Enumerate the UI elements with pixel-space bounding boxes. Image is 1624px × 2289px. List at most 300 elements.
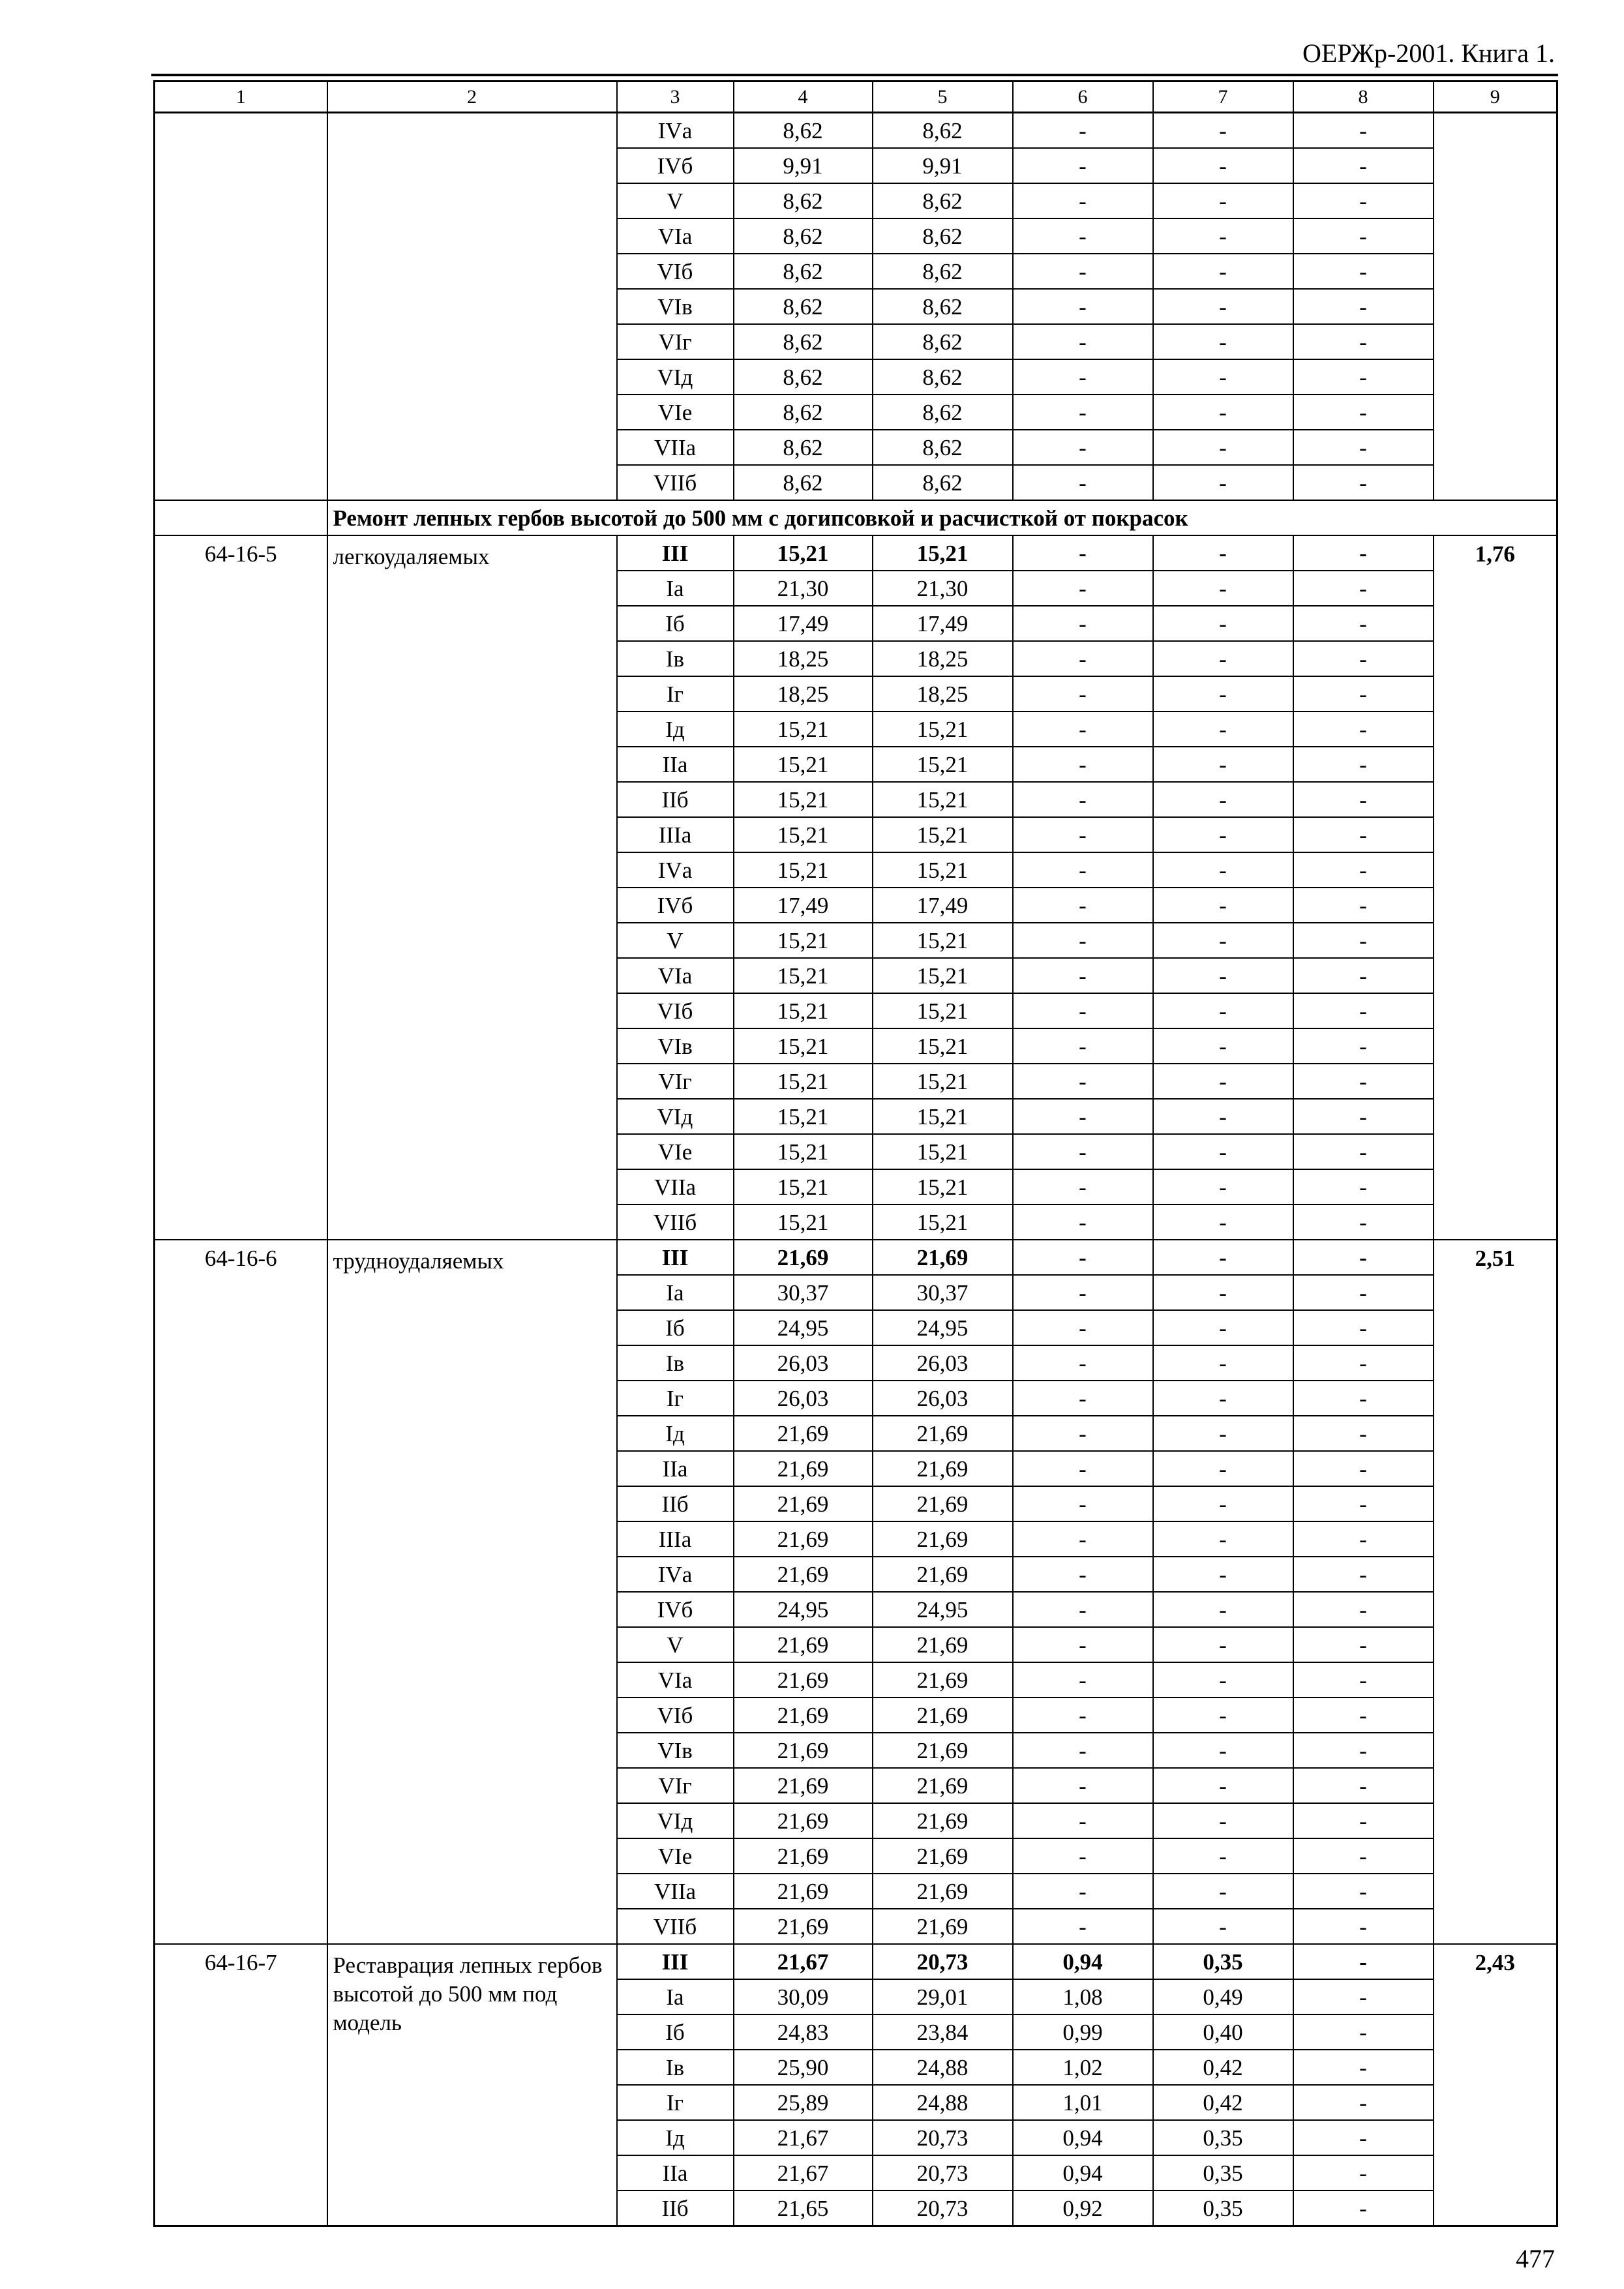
cost-machines: - (1013, 1592, 1153, 1627)
cost-materials: - (1293, 993, 1434, 1028)
cost-machines: - (1013, 218, 1153, 254)
cost-machines: - (1013, 1240, 1153, 1275)
cost-wages: 21,69 (873, 1486, 1013, 1521)
cost-machinist-wages: 0,42 (1153, 2085, 1293, 2120)
cost-materials: - (1293, 2155, 1434, 2191)
cost-wages: 20,73 (873, 2155, 1013, 2191)
cost-materials: - (1293, 1662, 1434, 1698)
cost-machines: - (1013, 324, 1153, 359)
norm-description: легкоудаляемых (327, 535, 617, 1240)
resource-class: Iв (617, 2050, 734, 2085)
cost-machines: - (1013, 1803, 1153, 1838)
cost-wages: 15,21 (873, 747, 1013, 782)
cost-wages: 15,21 (873, 852, 1013, 888)
cost-wages: 15,21 (873, 1064, 1013, 1099)
cost-total: 21,69 (734, 1240, 873, 1275)
cost-total: 21,69 (734, 1909, 873, 1944)
section-code-cell (155, 500, 327, 535)
cost-materials: - (1293, 113, 1434, 149)
cost-wages: 8,62 (873, 113, 1013, 149)
page-number: 477 (1516, 2244, 1555, 2273)
resource-class: VIд (617, 1099, 734, 1134)
cost-machinist-wages: - (1153, 852, 1293, 888)
resource-class: Iа (617, 1979, 734, 2014)
resource-class: Iг (617, 1381, 734, 1416)
cost-machines: - (1013, 359, 1153, 395)
cost-machines: - (1013, 1381, 1153, 1416)
cost-wages: 29,01 (873, 1979, 1013, 2014)
cost-materials: - (1293, 359, 1434, 395)
cost-machines: - (1013, 1099, 1153, 1134)
cost-materials: - (1293, 747, 1434, 782)
labor-cost: 2,51 (1434, 1240, 1557, 1944)
cost-machinist-wages: - (1153, 1275, 1293, 1310)
resource-class: VIIа (617, 1874, 734, 1909)
cost-wages: 15,21 (873, 1134, 1013, 1169)
cost-total: 30,09 (734, 1979, 873, 2014)
cost-machinist-wages: - (1153, 1592, 1293, 1627)
resource-class: IIа (617, 2155, 734, 2191)
cost-wages: 8,62 (873, 359, 1013, 395)
cost-wages: 21,69 (873, 1521, 1013, 1557)
cost-materials: - (1293, 1874, 1434, 1909)
cost-machines: - (1013, 1310, 1153, 1345)
norm-code: 64-16-7 (155, 1944, 327, 2226)
cost-wages: 8,62 (873, 324, 1013, 359)
resource-class: IIа (617, 747, 734, 782)
cost-wages: 21,69 (873, 1662, 1013, 1698)
resource-class: VIд (617, 359, 734, 395)
cost-machinist-wages: - (1153, 395, 1293, 430)
cost-total: 21,69 (734, 1698, 873, 1733)
cost-machinist-wages: - (1153, 958, 1293, 993)
cost-total: 21,67 (734, 1944, 873, 1979)
resource-class: VIв (617, 1028, 734, 1064)
resource-class: IVа (617, 113, 734, 149)
resource-class: IIб (617, 2191, 734, 2226)
cost-machinist-wages: - (1153, 359, 1293, 395)
cost-machinist-wages: - (1153, 1099, 1293, 1134)
cost-materials: - (1293, 148, 1434, 183)
cost-total: 8,62 (734, 289, 873, 324)
resource-class: VIе (617, 1134, 734, 1169)
resource-class: III (617, 535, 734, 571)
cost-machines: 1,08 (1013, 1979, 1153, 2014)
cost-machinist-wages: - (1153, 711, 1293, 747)
column-number: 3 (617, 82, 734, 113)
cost-wages: 17,49 (873, 606, 1013, 641)
cost-wages: 21,69 (873, 1838, 1013, 1874)
resource-class: VIг (617, 1064, 734, 1099)
cost-materials: - (1293, 2050, 1434, 2085)
cost-total: 15,21 (734, 782, 873, 817)
cost-machinist-wages: - (1153, 1874, 1293, 1909)
cost-machines: - (1013, 747, 1153, 782)
cost-materials: - (1293, 817, 1434, 852)
cost-wages: 21,69 (873, 1557, 1013, 1592)
resource-class: VIе (617, 1838, 734, 1874)
cost-total: 8,62 (734, 113, 873, 149)
cost-machinist-wages: - (1153, 430, 1293, 465)
cost-total: 21,69 (734, 1768, 873, 1803)
cost-machinist-wages: 0,35 (1153, 2155, 1293, 2191)
cost-machinist-wages: - (1153, 782, 1293, 817)
cost-materials: - (1293, 1169, 1434, 1204)
cost-machinist-wages: - (1153, 606, 1293, 641)
cost-wages: 21,69 (873, 1698, 1013, 1733)
cost-wages: 23,84 (873, 2014, 1013, 2050)
cost-machinist-wages: - (1153, 1416, 1293, 1451)
cost-total: 15,21 (734, 1099, 873, 1134)
labor-cost (1434, 113, 1557, 501)
cost-total: 15,21 (734, 923, 873, 958)
cost-total: 15,21 (734, 993, 873, 1028)
resource-class: VIIб (617, 1909, 734, 1944)
header-rule (151, 74, 1558, 76)
resource-class: VIг (617, 324, 734, 359)
cost-machines: - (1013, 711, 1153, 747)
resource-class: VIб (617, 1698, 734, 1733)
cost-machines: 0,94 (1013, 2155, 1153, 2191)
cost-machines: - (1013, 1204, 1153, 1240)
cost-machinist-wages: - (1153, 1345, 1293, 1381)
cost-wages: 21,69 (873, 1416, 1013, 1451)
cost-machinist-wages: - (1153, 1627, 1293, 1662)
cost-machinist-wages: - (1153, 1909, 1293, 1944)
labor-cost: 1,76 (1434, 535, 1557, 1240)
cost-machines: - (1013, 641, 1153, 676)
cost-machinist-wages: - (1153, 183, 1293, 218)
column-number: 1 (155, 82, 327, 113)
resource-class: IVб (617, 1592, 734, 1627)
table-row (155, 535, 1557, 571)
resource-class: VIе (617, 395, 734, 430)
norm-code: 64-16-5 (155, 535, 327, 1240)
resource-class: VIа (617, 218, 734, 254)
cost-materials: - (1293, 218, 1434, 254)
cost-machines: - (1013, 1275, 1153, 1310)
cost-machines: - (1013, 1627, 1153, 1662)
column-number: 8 (1293, 82, 1434, 113)
cost-wages: 8,62 (873, 465, 1013, 500)
cost-machines: - (1013, 1486, 1153, 1521)
cost-materials: - (1293, 1944, 1434, 1979)
resource-class: Iа (617, 1275, 734, 1310)
labor-cost: 2,43 (1434, 1944, 1557, 2226)
cost-total: 21,67 (734, 2120, 873, 2155)
cost-materials: - (1293, 888, 1434, 923)
cost-materials: - (1293, 1381, 1434, 1416)
cost-materials: - (1293, 289, 1434, 324)
resource-class: IIIа (617, 1521, 734, 1557)
cost-wages: 15,21 (873, 1204, 1013, 1240)
cost-machinist-wages: - (1153, 641, 1293, 676)
cost-wages: 15,21 (873, 1099, 1013, 1134)
cost-total: 21,69 (734, 1874, 873, 1909)
resource-class: VIв (617, 1733, 734, 1768)
resource-class: Iг (617, 2085, 734, 2120)
resource-class: IIIа (617, 817, 734, 852)
cost-machines: - (1013, 395, 1153, 430)
cost-machines: - (1013, 465, 1153, 500)
cost-machines: - (1013, 993, 1153, 1028)
cost-machines: - (1013, 148, 1153, 183)
cost-total: 8,62 (734, 359, 873, 395)
cost-total: 24,95 (734, 1310, 873, 1345)
cost-machinist-wages: - (1153, 1768, 1293, 1803)
cost-machinist-wages: 0,40 (1153, 2014, 1293, 2050)
cost-total: 21,69 (734, 1486, 873, 1521)
cost-machines: - (1013, 1662, 1153, 1698)
norm-description: Реставрация лепных гербов высотой до 500 мм под модель (327, 1944, 617, 2226)
document-header: ОЕРЖр-2001. Книга 1. (1302, 38, 1555, 68)
resource-class: Iв (617, 641, 734, 676)
cost-machines: 1,01 (1013, 2085, 1153, 2120)
resource-class: Iд (617, 1416, 734, 1451)
cost-total: 8,62 (734, 183, 873, 218)
cost-wages: 18,25 (873, 676, 1013, 711)
cost-materials: - (1293, 430, 1434, 465)
cost-machines: - (1013, 923, 1153, 958)
cost-machinist-wages: - (1153, 1803, 1293, 1838)
cost-machinist-wages: - (1153, 1028, 1293, 1064)
resource-class: Iб (617, 1310, 734, 1345)
cost-total: 18,25 (734, 641, 873, 676)
cost-total: 24,95 (734, 1592, 873, 1627)
cost-total: 18,25 (734, 676, 873, 711)
cost-machines: - (1013, 113, 1153, 149)
cost-machinist-wages: - (1153, 1662, 1293, 1698)
cost-wages: 15,21 (873, 1169, 1013, 1204)
resource-class: VIIб (617, 1204, 734, 1240)
cost-machinist-wages: - (1153, 254, 1293, 289)
cost-machinist-wages: - (1153, 465, 1293, 500)
cost-machinist-wages: 0,49 (1153, 1979, 1293, 2014)
cost-total: 8,62 (734, 395, 873, 430)
cost-machines: - (1013, 289, 1153, 324)
cost-machines: - (1013, 1169, 1153, 1204)
cost-machinist-wages: - (1153, 1134, 1293, 1169)
cost-machinist-wages: 0,42 (1153, 2050, 1293, 2085)
section-title: Ремонт лепных гербов высотой до 500 мм с догипсовкой и расчисткой от покрасок (327, 500, 1557, 535)
cost-materials: - (1293, 1486, 1434, 1521)
cost-wages: 21,69 (873, 1874, 1013, 1909)
cost-machinist-wages: - (1153, 1838, 1293, 1874)
cost-wages: 15,21 (873, 993, 1013, 1028)
cost-total: 17,49 (734, 606, 873, 641)
cost-machinist-wages: - (1153, 1733, 1293, 1768)
cost-machinist-wages: - (1153, 1521, 1293, 1557)
cost-machines: - (1013, 254, 1153, 289)
cost-total: 21,69 (734, 1416, 873, 1451)
column-number: 7 (1153, 82, 1293, 113)
cost-total: 30,37 (734, 1275, 873, 1310)
table-row (155, 113, 1557, 149)
resource-class: IIб (617, 782, 734, 817)
cost-total: 9,91 (734, 148, 873, 183)
resource-class: VIа (617, 958, 734, 993)
cost-machines: 0,94 (1013, 2120, 1153, 2155)
cost-total: 15,21 (734, 817, 873, 852)
cost-total: 21,30 (734, 571, 873, 606)
cost-wages: 21,69 (873, 1803, 1013, 1838)
cost-total: 15,21 (734, 535, 873, 571)
cost-wages: 15,21 (873, 535, 1013, 571)
cost-machinist-wages: - (1153, 817, 1293, 852)
cost-total: 15,21 (734, 711, 873, 747)
cost-materials: - (1293, 1909, 1434, 1944)
cost-materials: - (1293, 1099, 1434, 1134)
cost-total: 15,21 (734, 1134, 873, 1169)
cost-machines: - (1013, 1134, 1153, 1169)
cost-machines: 1,02 (1013, 2050, 1153, 2085)
cost-machinist-wages: - (1153, 535, 1293, 571)
cost-machines: - (1013, 852, 1153, 888)
resource-class: III (617, 1240, 734, 1275)
cost-wages: 9,91 (873, 148, 1013, 183)
cost-materials: - (1293, 1204, 1434, 1240)
cost-wages: 20,73 (873, 2120, 1013, 2155)
column-number: 2 (327, 82, 617, 113)
cost-materials: - (1293, 1134, 1434, 1169)
resource-class: IVа (617, 852, 734, 888)
cost-total: 15,21 (734, 852, 873, 888)
cost-materials: - (1293, 1768, 1434, 1803)
cost-wages: 15,21 (873, 1028, 1013, 1064)
cost-materials: - (1293, 2191, 1434, 2226)
cost-materials: - (1293, 1310, 1434, 1345)
cost-machinist-wages: - (1153, 676, 1293, 711)
cost-machinist-wages: - (1153, 571, 1293, 606)
cost-wages: 8,62 (873, 218, 1013, 254)
column-number: 5 (873, 82, 1013, 113)
cost-total: 21,69 (734, 1627, 873, 1662)
cost-materials: - (1293, 2014, 1434, 2050)
cost-materials: - (1293, 711, 1434, 747)
column-number: 6 (1013, 82, 1153, 113)
cost-materials: - (1293, 676, 1434, 711)
cost-machines: - (1013, 571, 1153, 606)
cost-machines: - (1013, 888, 1153, 923)
cost-machinist-wages: - (1153, 148, 1293, 183)
cost-materials: - (1293, 1803, 1434, 1838)
cost-wages: 21,69 (873, 1733, 1013, 1768)
cost-machines: - (1013, 183, 1153, 218)
cost-materials: - (1293, 1627, 1434, 1662)
cost-machinist-wages: - (1153, 1698, 1293, 1733)
cost-machinist-wages: - (1153, 1204, 1293, 1240)
cost-wages: 18,25 (873, 641, 1013, 676)
resource-class: Iб (617, 2014, 734, 2050)
cost-total: 8,62 (734, 430, 873, 465)
cost-total: 8,62 (734, 254, 873, 289)
cost-materials: - (1293, 2085, 1434, 2120)
cost-machines: - (1013, 1557, 1153, 1592)
resource-class: IVа (617, 1557, 734, 1592)
cost-machinist-wages: - (1153, 888, 1293, 923)
norm-code: 64-16-6 (155, 1240, 327, 1944)
cost-materials: - (1293, 2120, 1434, 2155)
cost-materials: - (1293, 958, 1434, 993)
cost-machines: - (1013, 676, 1153, 711)
cost-total: 26,03 (734, 1345, 873, 1381)
resource-class: III (617, 1944, 734, 1979)
cost-machines: - (1013, 1451, 1153, 1486)
cost-machinist-wages: - (1153, 113, 1293, 149)
column-number-row (155, 82, 1557, 113)
cost-machinist-wages: - (1153, 1310, 1293, 1345)
resource-class: VIб (617, 993, 734, 1028)
cost-machinist-wages: - (1153, 1064, 1293, 1099)
cost-machines: - (1013, 1874, 1153, 1909)
cost-machinist-wages: - (1153, 1486, 1293, 1521)
norm-description (327, 113, 617, 501)
cost-machines: - (1013, 1416, 1153, 1451)
cost-total: 8,62 (734, 465, 873, 500)
column-number: 9 (1434, 82, 1557, 113)
cost-wages: 30,37 (873, 1275, 1013, 1310)
resource-class: VIIа (617, 430, 734, 465)
resource-class: Iд (617, 711, 734, 747)
cost-machinist-wages: 0,35 (1153, 2191, 1293, 2226)
cost-total: 8,62 (734, 324, 873, 359)
cost-wages: 20,73 (873, 1944, 1013, 1979)
cost-wages: 21,69 (873, 1768, 1013, 1803)
cost-materials: - (1293, 1416, 1434, 1451)
cost-machines: - (1013, 1733, 1153, 1768)
cost-machines: - (1013, 1698, 1153, 1733)
resource-class: VIIб (617, 465, 734, 500)
resource-class: VIд (617, 1803, 734, 1838)
cost-machines: - (1013, 430, 1153, 465)
cost-total: 15,21 (734, 1204, 873, 1240)
cost-machinist-wages: - (1153, 1169, 1293, 1204)
cost-total: 15,21 (734, 1064, 873, 1099)
resource-class: V (617, 183, 734, 218)
cost-total: 15,21 (734, 958, 873, 993)
resource-class: V (617, 923, 734, 958)
cost-materials: - (1293, 606, 1434, 641)
cost-machines: - (1013, 1838, 1153, 1874)
cost-wages: 21,30 (873, 571, 1013, 606)
cost-wages: 24,95 (873, 1310, 1013, 1345)
resource-class: VIIа (617, 1169, 734, 1204)
cost-materials: - (1293, 535, 1434, 571)
cost-wages: 17,49 (873, 888, 1013, 923)
cost-machinist-wages: - (1153, 324, 1293, 359)
cost-materials: - (1293, 1838, 1434, 1874)
cost-total: 21,65 (734, 2191, 873, 2226)
resource-class: IVб (617, 148, 734, 183)
cost-wages: 15,21 (873, 782, 1013, 817)
cost-materials: - (1293, 1521, 1434, 1557)
cost-materials: - (1293, 1557, 1434, 1592)
cost-materials: - (1293, 923, 1434, 958)
resource-class: Iа (617, 571, 734, 606)
cost-machinist-wages: - (1153, 747, 1293, 782)
cost-materials: - (1293, 1979, 1434, 2014)
cost-total: 24,83 (734, 2014, 873, 2050)
cost-machinist-wages: - (1153, 1451, 1293, 1486)
cost-wages: 15,21 (873, 923, 1013, 958)
cost-total: 17,49 (734, 888, 873, 923)
cost-wages: 21,69 (873, 1627, 1013, 1662)
cost-wages: 20,73 (873, 2191, 1013, 2226)
cost-wages: 24,88 (873, 2085, 1013, 2120)
cost-machines: - (1013, 817, 1153, 852)
cost-machines: - (1013, 958, 1153, 993)
cost-materials: - (1293, 254, 1434, 289)
